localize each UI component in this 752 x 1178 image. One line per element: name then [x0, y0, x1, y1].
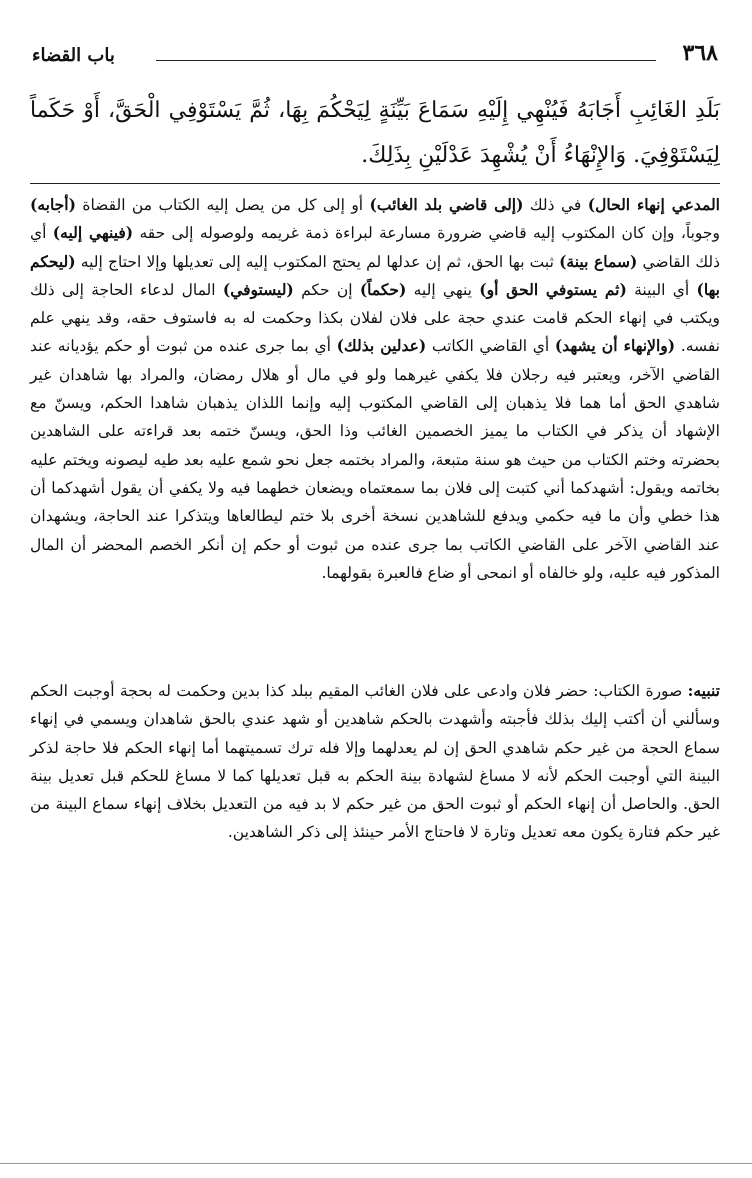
note-paragraph [30, 677, 720, 847]
sharh-term: (عدلين بذلك) [336, 336, 427, 356]
sharh-term: (ليحكم بها) [30, 251, 720, 299]
sharh-term: (إلى قاضي بلد الغائب) [369, 195, 524, 214]
matn-text: بَلَدِ الغَائِبِ أَجَابَهُ فَيُنْهِي إِلَيْهِ سَمَاعَ بَيِّنَةٍ لِيَحْكُمَ بِهَا، ثُمَّ يَسْتَوْفِي الْحَقَّ، أَوْ حَكَماً لِيَسْتَوْفِيَ. وَالإِنْهَاءُ أَنْ يُشْهِدَ عَدْلَيْنِ بِذَلِكَ. [30, 98, 720, 168]
sharh-term: (ليستوفي) [222, 279, 294, 299]
sharh-text: أو إلى كل من يصل إليه الكتاب من القضاة [75, 196, 370, 214]
sharh-term: (حكماً) [359, 279, 407, 299]
sharh-term: (فينهي إليه) [52, 223, 134, 243]
sharh-commentary [30, 191, 720, 587]
matn-separator-rule [30, 183, 720, 184]
sharh-term: (والإنهاء أن يشهد) [554, 336, 676, 356]
sharh-text: المال لدعاء الحاجة إلى ذلك ويكتب في إنهاء الحكم قامت عندي حجة على فلان لفلان بكذا وحكمت له به فاستوف حقه، وقد ينهي علم نفسه. [30, 280, 720, 356]
sharh-text: ثبت بها الحق، ثم إن عدلها لم يحتج المكتوب إليه إلى تعديلها وإلا احتاج إليه [75, 252, 560, 271]
page-number: ٣٦٨ [682, 40, 718, 66]
sharh-text: إن حكم [293, 280, 360, 299]
sharh-text: أي القاضي الكاتب [426, 337, 555, 356]
page-bottom-edge [0, 1163, 752, 1164]
sharh-text: وجوباً، وإن كان المكتوب إليه قاضي ضرورة مسارعة لبراءة ذمة غريمه ولوصوله إلى حقه [133, 224, 720, 243]
sharh-text: ينهي إليه [406, 280, 480, 299]
sharh-term: (أجابه) [30, 195, 76, 214]
sharh-text: أي البينة [626, 280, 697, 299]
sharh-term: (سماع بينة) [559, 251, 638, 271]
sharh-term: (ثم يستوفي الحق أو) [479, 279, 627, 299]
note-label: تنبيه: [687, 681, 720, 700]
page-header [28, 38, 718, 72]
chapter-title: باب القضاء [32, 45, 115, 66]
header-rule [156, 60, 656, 61]
sharh-text: أي بما جرى عنده من ثبوت أو حكم يؤديانه عند القاضي الآخر، ويعتبر فيه رجلان فلا يكفي غيرهما ولو في مال أو هلال رمضان، والمراد بها شاهدان غير شاهدي الحق أما هما فلا يذهبان إلى القاضي المكتوب إليه وإنما اللذان يذهبان شاهدا الحكم، ويسنّ مع الإشهاد أن يذكر في الكتاب ما يميز الخصمين الغائب وذا الحق، ويسنّ ختمه بعد قراءته على الشاهدين بحضرته وختم الكتاب من حيث هو سنة متبعة، والمراد بختمه جعل نحو شمع عليه بعد طيه ليصونه ويختم عليه بخاتمه ويقول: أشهدكما أني كتبت إلى فلان بما سمعتماه ويضعان خطهما فيه ولا يكفي أن يقول أشهدكما أن هذا خطي وأن ما فيه حكمي ويدفع للشاهدين نسخة أخرى بلا ختم ليطالعاها ويتذكرا عند الحاجة، ويشهدان عند القاضي الآخر على القاضي الكاتب بما جرى عنده من ثبوت أو حكم إن أنكر الخصم المحضر أن المال المذكور فيه عليه، ولو خالفاه أو انمحى أو ضاع فالعبرة بقولهما. [30, 337, 720, 582]
sharh-text: أي ذلك القاضي [30, 224, 721, 271]
sharh-term: المدعي إنهاء الحال) [587, 195, 720, 214]
sharh-text: في ذلك [523, 196, 588, 214]
note-text: صورة الكتاب: حضر فلان وادعى على فلان الغائب المقيم ببلد كذا بدين وحكمت له بحجة أوجبت الحكم وسألني أن أكتب إليك بذلك فأجبته وأشهدت بالحكم شاهدين أو شهد عندي بالحق شاهدان ويسمي في إنهاء سماع الحجة من غير حكم شاهدي الحق إن لم يعدلهما وإلا فله ترك تسميتهما أما إنهاء الحكم فلا حاجة لذكر البينة التي أوجبت الحكم لأنه لا مساغ لشهادة بينة الحكم به قبل تعديلها كما لا مساغ للحكم قبل تعديل بينة الحق. والحاصل أن إنهاء الحكم أو ثبوت الحق من غير حكم لا بد فيه من التعديل بخلاف إنهاء سماع البينة من غير حكم فتارة يكون معه تعديل وتارة لا فاحتاج الأمر حينئذ إلى ذكر الشاهدين. [30, 682, 720, 842]
